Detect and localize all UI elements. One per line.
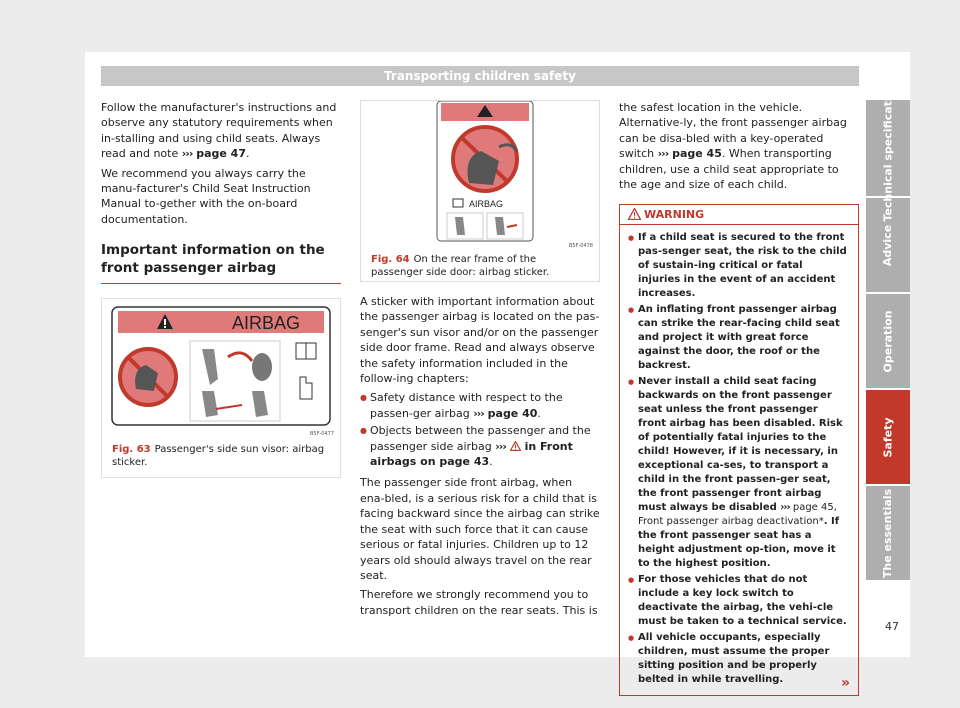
page-header: Transporting children safety: [101, 66, 859, 86]
figure-63: [101, 298, 341, 478]
warning-item: ● If a child seat is secured to the front pas-senger seat, the risk to the child of sustain-ing critical or fatal injuries in the event of an accident increases.: [628, 231, 848, 301]
warning-item: ● Never install a child seat facing backwards on the front passenger seat unless the front passenger front airbag has been disabled. Risk of potentially fatal injuries to the child! However, if it is necessary, in exceptional ca-ses, to transport a child in the front passen-ger seat, the front passenger front airbag must always be disabled ››› page 45, Front passenger airbag deactivation*. If the front passenger seat has a height adjustment op-tion, move it to the highest position.: [628, 375, 848, 571]
svg-text:AIRBAG: AIRBAG: [469, 199, 504, 209]
page-ref-link[interactable]: ››› in Front airbags on page 43: [370, 439, 573, 469]
column-2: [360, 100, 600, 622]
warning-title: WARNING: [620, 205, 858, 225]
continued-arrow-icon: »: [840, 675, 850, 692]
warning-box: [619, 204, 859, 696]
paragraph: We recommend you always carry the manu-facturer's Child Seat Instruction Manual to-gether with the on-board documentation.: [101, 166, 311, 226]
tab-advice[interactable]: Advice: [866, 198, 910, 292]
tab-safety[interactable]: Safety: [866, 390, 910, 484]
tab-technical-specifications[interactable]: Technical specifications: [866, 100, 910, 196]
paragraph: Therefore we strongly recommend you to transport children on the rear seats. This is: [360, 588, 598, 617]
svg-text:AIRBAG: AIRBAG: [232, 313, 301, 334]
figure-code: B5F-0478: [568, 243, 593, 249]
figure-caption: Fig. 64 On the rear frame of the passenger side door: airbag sticker.: [371, 254, 550, 278]
warning-triangle-icon: [510, 441, 521, 451]
list-item: ● Objects between the passenger and the passenger side airbag ››› in Front airbags on page 43.: [360, 423, 600, 469]
page-ref-link[interactable]: ››› page 45: [657, 147, 722, 161]
tab-the-essentials[interactable]: The essentials: [866, 486, 910, 580]
list-item: ● Safety distance with respect to the passen-ger airbag ››› page 40.: [360, 390, 600, 421]
warning-item: ● All vehicle occupants, especially children, must assume the proper sitting position and be properly belted in while travelling.: [628, 631, 848, 687]
paragraph: the safest location in the vehicle. Alternative-ly, the front passenger airbag can be disa-bled with a key-operated switch ››› page 45. When transporting children, use a child seat appropriate to the age and size of each child.: [619, 101, 847, 192]
paragraph: A sticker with important information about the passenger airbag is located on the pas-senger's sun visor and/or on the passenger side door frame. Read and always observe the safety information included in the follow-ing chapters:: [360, 295, 600, 386]
warning-item: ● For those vehicles that do not include a key lock switch to deactivate the airbag, the vehi-cle must be taken to a technical service.: [628, 573, 848, 629]
airbag-sticker-visor-illustration: [102, 299, 340, 437]
chapter-tabs: [866, 74, 910, 582]
page-ref-link[interactable]: ››› page 45, Front passenger airbag deactivation*: [638, 502, 837, 528]
warning-body: [620, 225, 858, 687]
column-1: [101, 100, 341, 478]
section-heading: Important information on the front passenger airbag: [101, 241, 341, 284]
warning-item: ● An inflating front passenger airbag can strike the rear-facing child seat and project it with great force against the door, the roof or the backrest.: [628, 303, 848, 373]
figure-caption: Fig. 63 Passenger's side sun visor: airbag sticker.: [112, 444, 325, 469]
figure-64: [360, 100, 600, 282]
page-number: 47: [885, 620, 899, 633]
page-ref-link[interactable]: ››› page 47: [181, 147, 246, 161]
column-3: [619, 100, 859, 696]
paragraph: The passenger side front airbag, when ena-bled, is a serious risk for a child that is facing backward since the airbag can strike the seat with such force that it can cause serious or fatal injuries. Children up to 12 years old should always travel on the rear seat.: [360, 476, 600, 582]
airbag-sticker-door-illustration: [361, 101, 599, 247]
warning-triangle-icon: [628, 208, 641, 220]
tab-operation[interactable]: Operation: [866, 294, 910, 388]
figure-code: B5F-0477: [309, 431, 334, 438]
paragraph: Follow the manufacturer's instructions and observe any statutory requirements when in-stalling and using child seats. Always read and note ››› page 47.: [101, 101, 337, 161]
page-ref-link[interactable]: ››› page 40: [473, 406, 538, 420]
